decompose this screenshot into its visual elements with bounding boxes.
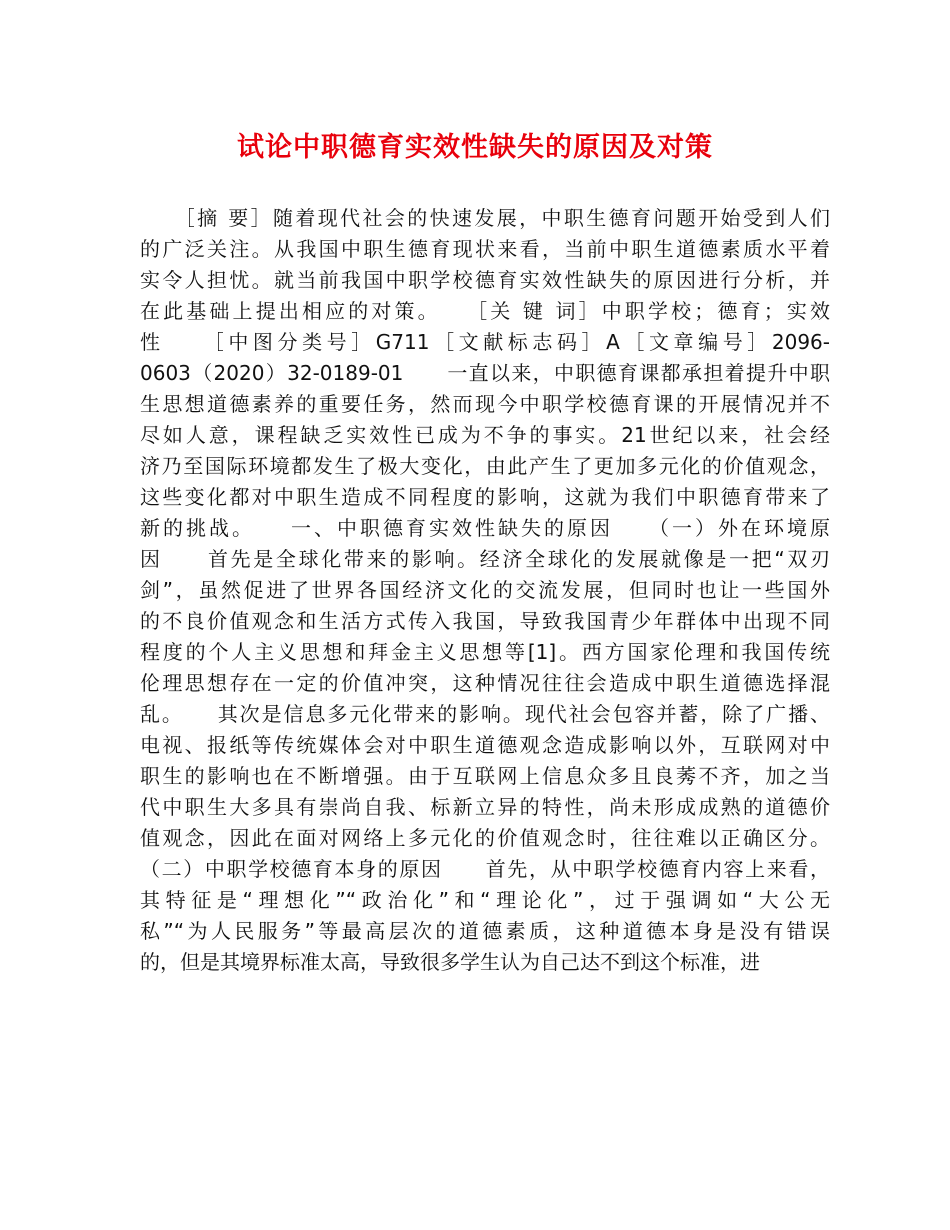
body-line: 性 ［中图分类号］G711［文献标志码］A［文章编号］2096-: [140, 330, 830, 354]
body-line: 乱。 其次是信息多元化带来的影响。现代社会包容并蓄，除了广播、: [140, 702, 830, 726]
body-line: 生思想道德素养的重要任务，然而现今中职学校德育课的开展情况并不: [140, 392, 830, 416]
body-line: 济乃至国际环境都发生了极大变化，由此产生了更加多元化的价值观念，: [140, 454, 830, 478]
body-line: 值观念，因此在面对网络上多元化的价值观念时，往往难以正确区分。: [140, 826, 830, 850]
body-line: 因 首先是全球化带来的影响。经济全球化的发展就像是一把“双刃: [140, 547, 830, 571]
body-line: 程度的个人主义思想和拜金主义思想等[1]。西方国家伦理和我国传统: [140, 640, 830, 664]
body-line: 新的挑战。 一、中职德育实效性缺失的原因 （一）外在环境原: [140, 516, 830, 540]
body-line: 的广泛关注。从我国中职生德育现状来看，当前中职生道德素质水平着: [140, 237, 830, 261]
body-line: 0603（2020）32-0189-01 一直以来，中职德育课都承担着提升中职: [140, 361, 830, 385]
body-line: 伦理思想存在一定的价值冲突，这种情况往往会造成中职生道德选择混: [140, 671, 830, 695]
body-line: 其特征是“理想化”“政治化”和“理论化”，过于强调如“大公无: [140, 888, 830, 912]
body-line: 实令人担忧。就当前我国中职学校德育实效性缺失的原因进行分析，并: [140, 268, 830, 292]
body-line: 代中职生大多具有崇尚自我、标新立异的特性，尚未形成成熟的道德价: [140, 795, 830, 819]
body-line: 的，但是其境界标准太高，导致很多学生认为自己达不到这个标准，进: [140, 950, 760, 974]
body-line: 私”“为人民服务”等最高层次的道德素质，这种道德本身是没有错误: [140, 919, 830, 943]
body-line: 剑”，虽然促进了世界各国经济文化的交流发展，但同时也让一些国外: [140, 578, 830, 602]
body-line: 尽如人意，课程缺乏实效性已成为不争的事实。21世纪以来，社会经: [140, 423, 830, 447]
document-body: [140, 203, 830, 978]
body-line: 职生的影响也在不断增强。由于互联网上信息众多且良莠不齐，加之当: [140, 764, 830, 788]
body-line: 在此基础上提出相应的对策。 ［关 键 词］中职学校；德育；实效: [140, 299, 830, 323]
body-line: ［摘 要］随着现代社会的快速发展，中职生德育问题开始受到人们: [140, 206, 830, 230]
body-line: 的不良价值观念和生活方式传入我国，导致我国青少年群体中出现不同: [140, 609, 830, 633]
body-line: 电视、报纸等传统媒体会对中职生道德观念造成影响以外，互联网对中: [140, 733, 830, 757]
body-line: 这些变化都对中职生造成不同程度的影响，这就为我们中职德育带来了: [140, 485, 830, 509]
document-title: 试论中职德育实效性缺失的原因及对策: [237, 132, 713, 163]
body-line: （二）中职学校德育本身的原因 首先，从中职学校德育内容上来看，: [140, 857, 830, 881]
